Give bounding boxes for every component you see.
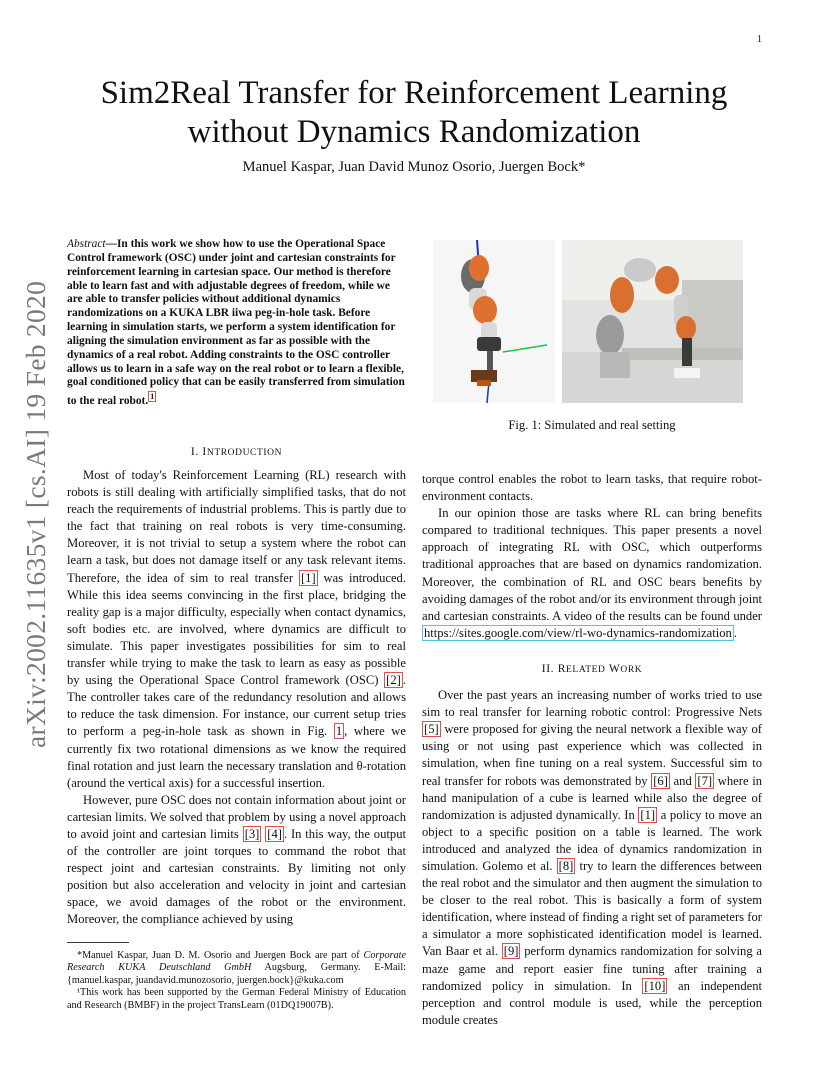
citation-link[interactable]: [3] bbox=[244, 826, 260, 841]
intro-paragraph-1 bbox=[67, 467, 406, 792]
text-run: *Manuel Kaspar, Juan D. M. Osorio and Juergen Bock are part of bbox=[77, 950, 364, 961]
text-run: Over the past years an increasing number of works tried to use sim to real transfer for learning robotic control: Progressive Nets bbox=[422, 688, 762, 720]
section-title-first: I bbox=[202, 445, 207, 458]
figure-1 bbox=[433, 240, 743, 403]
text-run: . bbox=[733, 625, 737, 640]
footnotes bbox=[67, 950, 406, 1012]
intro-paragraph-3 bbox=[422, 505, 762, 642]
section-title-rest: ELATED bbox=[566, 664, 606, 675]
citation-link[interactable]: [8] bbox=[558, 858, 574, 873]
real-robot-photo bbox=[562, 240, 743, 403]
text-run: try to learn the differences between the real robot and the simulator and then augment the simulation to be closer to the real robot. This is basically a form of system identification, where instead of finding a right set of parameters for a simulator a more sophisticated identification model is learned. Van Baar et al. bbox=[422, 858, 762, 959]
figure-reference-link[interactable]: 1 bbox=[335, 724, 343, 739]
abstract-footnote-link[interactable]: 1 bbox=[150, 392, 155, 402]
introduction-left-column bbox=[67, 467, 406, 929]
abstract-text: —In this work we show how to use the Operational Space Control framework (OSC) under joint and cartesian constraints for reinforcement learning in cartesian space. Our method is therefore able to learn fast and with adjustable degrees of freedom, while we are able to transfer policies without additional dynamics randomizations on a KUKA LBR iiwa peg-in-hole task. Before learning in simulation starts, we perform a system identification for aligning the simulation environment as far as possible with the dynamics of a real robot. Adding constraints to the OSC controller allows us to learn in a safe way on the real robot or to learn a flexible, goal conditioned policy that can be easily transferred from simulation to the real robot. bbox=[67, 238, 405, 408]
citation-link[interactable]: [5] bbox=[424, 722, 439, 737]
paper-title: Sim2Real Transfer for Reinforcement Learning without Dynamics Randomization bbox=[100, 75, 728, 150]
text-run: where in hand manipulation of a cube is learned while also the degree of randomization is adjusted dynamically. In bbox=[422, 773, 763, 822]
related-paragraph-1 bbox=[422, 687, 762, 1029]
page-number: 1 bbox=[757, 34, 762, 45]
citation-link[interactable]: [2] bbox=[386, 673, 401, 688]
text-run: a policy to move an object to a specific position on a table is learned. The work introduced and analyzed the idea of dynamics randomization in simulation. Golemo et al. bbox=[422, 807, 762, 873]
author-list: Manuel Kaspar, Juan David Munoz Osorio, Juergen Bock* bbox=[242, 159, 586, 175]
citation-link[interactable]: [4] bbox=[267, 826, 282, 841]
text-run: . In this way, the output of the controller are joint torques to command the robot that respect joint and cartesian constraints. By limiting not only position but also acceleration and velocity in joint and cartesian space, we avoid damages of the robot or the environment. Moreover, the compliance achieved by using bbox=[67, 826, 406, 927]
footnote-affiliation bbox=[67, 950, 406, 987]
text-run: perform dynamics randomization for solving a maze game and report easier fine tuning after training a randomized policy in simulation. In bbox=[422, 944, 762, 993]
right-column bbox=[422, 471, 762, 1029]
citation-link[interactable]: [10] bbox=[644, 978, 666, 993]
organization-name: Corporate Research KUKA Deutschland GmbH bbox=[67, 950, 406, 974]
citation-link[interactable]: [1] bbox=[640, 807, 656, 822]
intro-paragraph-2-continued: torque control enables the robot to learn tasks, that require robot-environment contacts. bbox=[422, 472, 762, 504]
footnote-funding: ¹This work has been supported by the German Federal Ministry of Education and Research (BMBF) in the project TransLearn (01DQ19007B). bbox=[67, 987, 406, 1011]
citation-link[interactable]: [6] bbox=[653, 773, 668, 788]
text-run: were proposed for giving the neural network a flexible way of using or not using past experience which was collected in simulation, when fine tuning on a real system. Successful sim to real transfer for robots was demonstrated by bbox=[422, 722, 762, 788]
video-url-link[interactable]: https://sites.google.com/view/rl-wo-dynamics-randomization bbox=[424, 625, 732, 640]
abstract-lead: Abstract bbox=[67, 238, 106, 250]
section-title-first: W bbox=[608, 661, 621, 675]
text-run: In our opinion those are tasks where RL can bring benefits compared to traditional techniques. This paper presents a novel approach of integrating RL with OSC, which outperforms traditional approaches that are based on dynamics randomization. Moreover, the combination of RL and OSC bears benefits by avoiding damages of the robot and/or its environment through joint and cartesian constraints. A video of the results can be found under bbox=[422, 506, 762, 623]
section-title-rest: NTRODUCTION bbox=[206, 448, 283, 458]
section-number: II. bbox=[541, 661, 555, 675]
text-run: . The controller takes care of the redundancy resolution and allows to reduce the task dimension. For instance, our current setup tries to perform a peg-in-hole task as shown in Fig. bbox=[67, 673, 406, 739]
simulated-robot-image bbox=[433, 240, 555, 403]
text-run: was introduced. While this idea seems convincing in the first place, bridging the reality gap is a major difficulty, especially when contact dynamics, soft bodies etc. are involved, where dynamics are difficult to simulate. This paper investigates possibilities for sim to real transfer while trying to make the task to learn as easy as possible by using the Operational Space Control framework (OSC) bbox=[67, 570, 406, 688]
intro-paragraph-2 bbox=[67, 792, 406, 929]
arxiv-stamp-text: arXiv:2002.11635v1 [cs.AI] 19 Feb 2020 bbox=[20, 280, 51, 748]
section-title-first: R bbox=[557, 661, 567, 675]
text-run: Most of today's Reinforcement Learning (RL) research with robots is still dealing with artificially simplified tasks, that do not reach the requirements of industrial problems. This is partly due to the fact that training on real robots is very time-consuming. Moreover, it is not trivial to setup a system where the robot can learn a task, but does not damage itself or any task relevant items. Therefore, the idea of sim to real transfer bbox=[67, 468, 406, 585]
text-run: and bbox=[669, 773, 696, 788]
text-run: an independent perception and control module is used, while the perception module creates bbox=[422, 978, 762, 1027]
figure-1-caption: Fig. 1: Simulated and real setting bbox=[508, 418, 676, 432]
section-number: I. bbox=[190, 445, 199, 458]
citation-link[interactable]: [9] bbox=[503, 944, 519, 959]
section-title-rest: ORK bbox=[620, 664, 643, 675]
text-run: , where we currently fix two rotational dimensions as we know the required final rotation and just learn the necessary translation and θ-rotation (around the vertical axis) for a successful insertion. bbox=[67, 724, 406, 790]
citation-link[interactable]: [1] bbox=[300, 570, 316, 585]
section-heading-related-work bbox=[422, 660, 762, 679]
abstract bbox=[67, 238, 406, 409]
text-run: However, pure OSC does not contain information about joint or cartesian limits. We solved that problem by using a novel approach to avoid joint and cartesian limits bbox=[67, 792, 406, 841]
citation-link[interactable]: [7] bbox=[697, 773, 713, 788]
section-heading-introduction bbox=[67, 445, 406, 458]
footnote-rule bbox=[67, 942, 129, 943]
text-run: Augsburg, Germany. E-Mail: {manuel.kaspar, juandavid.munozosorio, juergen.bock}@kuka.com bbox=[67, 962, 406, 986]
